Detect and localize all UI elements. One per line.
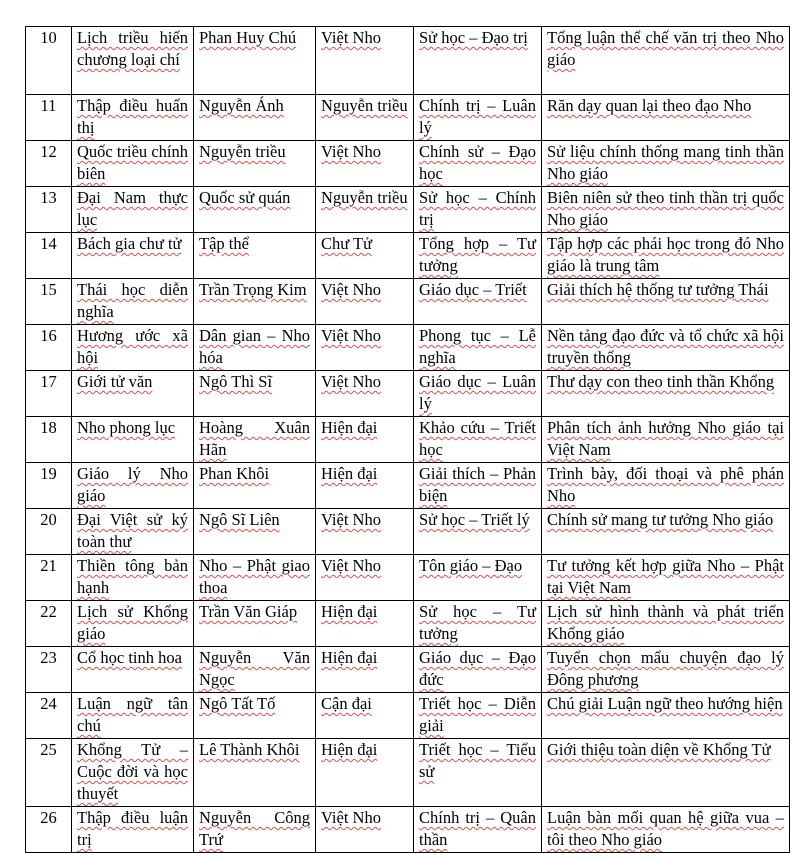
row-number: 20	[26, 509, 72, 555]
work-field: Giáo dục – Đạo đức	[414, 647, 542, 693]
work-title: Thập điều luận trị	[72, 807, 194, 853]
work-field: Giáo dục – Luân lý	[414, 371, 542, 417]
work-content: Biên niên sử theo tinh thần trị quốc Nho giáo	[542, 187, 790, 233]
work-content: Trình bày, đối thoại và phê phán Nho	[542, 463, 790, 509]
table-row	[26, 233, 790, 279]
work-school: Việt Nho	[316, 555, 414, 601]
work-field: Giải thích – Phản biện	[414, 463, 542, 509]
work-field: Sử học – Tư tưởng	[414, 601, 542, 647]
work-title: Hương ước xã hội	[72, 325, 194, 371]
row-number: 13	[26, 187, 72, 233]
work-title: Giới tử văn	[72, 371, 194, 417]
work-author: Ngô Sĩ Liên	[194, 509, 316, 555]
work-author: Nguyễn triều	[194, 141, 316, 187]
work-content: Tuyển chọn mẩu chuyện đạo lý Đông phương	[542, 647, 790, 693]
work-author: Trần Văn Giáp	[194, 601, 316, 647]
work-title: Thái học diễn nghĩa	[72, 279, 194, 325]
work-field: Tôn giáo – Đạo	[414, 555, 542, 601]
work-content: Sử liệu chính thống mang tinh thần Nho giáo	[542, 141, 790, 187]
work-school: Cận đại	[316, 693, 414, 739]
work-content: Chính sử mang tư tưởng Nho giáo	[542, 509, 790, 555]
row-number: 18	[26, 417, 72, 463]
work-author: Tập thể	[194, 233, 316, 279]
work-title: Quốc triều chính biên	[72, 141, 194, 187]
document-page	[25, 26, 789, 853]
work-title: Nho phong lục	[72, 417, 194, 463]
row-number: 17	[26, 371, 72, 417]
work-title: Đại Nam thực lục	[72, 187, 194, 233]
work-field: Chính sử – Đạo học	[414, 141, 542, 187]
work-author: Hoàng Xuân Hãn	[194, 417, 316, 463]
row-number: 10	[26, 27, 72, 95]
work-school: Hiện đại	[316, 739, 414, 807]
work-title: Khổng Tử – Cuộc đời và học thuyết	[72, 739, 194, 807]
work-school: Việt Nho	[316, 807, 414, 853]
work-author: Ngô Tất Tố	[194, 693, 316, 739]
work-author: Dân gian – Nho hóa	[194, 325, 316, 371]
table-row	[26, 371, 790, 417]
work-title: Bách gia chư tử	[72, 233, 194, 279]
work-school: Nguyễn triều	[316, 95, 414, 141]
work-field: Triết học – Diễn giải	[414, 693, 542, 739]
work-author: Quốc sử quán	[194, 187, 316, 233]
work-title: Thập điều huấn thị	[72, 95, 194, 141]
work-content: Phân tích ảnh hưởng Nho giáo tại Việt Nam	[542, 417, 790, 463]
work-author: Nguyễn Công Trứ	[194, 807, 316, 853]
work-content: Chú giải Luận ngữ theo hướng hiện	[542, 693, 790, 739]
table-row	[26, 693, 790, 739]
work-field: Phong tục – Lễ nghĩa	[414, 325, 542, 371]
work-content: Giải thích hệ thống tư tưởng Thái	[542, 279, 790, 325]
work-content: Nền tảng đạo đức và tổ chức xã hội truyền thống	[542, 325, 790, 371]
work-author: Trần Trọng Kim	[194, 279, 316, 325]
work-title: Giáo lý Nho giáo	[72, 463, 194, 509]
row-number: 19	[26, 463, 72, 509]
row-number: 22	[26, 601, 72, 647]
row-number: 12	[26, 141, 72, 187]
work-author: Nho – Phật giao thoa	[194, 555, 316, 601]
work-content: Tư tưởng kết hợp giữa Nho – Phật tại Việt Nam	[542, 555, 790, 601]
table-row	[26, 279, 790, 325]
row-number: 14	[26, 233, 72, 279]
row-number: 26	[26, 807, 72, 853]
work-school: Hiện đại	[316, 463, 414, 509]
work-content: Lịch sử hình thành và phát triển Khổng giáo	[542, 601, 790, 647]
work-content: Tổng luận thể chế văn trị theo Nho giáo	[542, 27, 790, 95]
row-number: 15	[26, 279, 72, 325]
work-author: Ngô Thì Sĩ	[194, 371, 316, 417]
work-title: Lịch triều hiến chương loại chí	[72, 27, 194, 95]
work-title: Đại Việt sử ký toàn thư	[72, 509, 194, 555]
work-title: Cổ học tinh hoa	[72, 647, 194, 693]
works-table	[25, 26, 790, 853]
row-number: 25	[26, 739, 72, 807]
row-number: 21	[26, 555, 72, 601]
work-content: Luận bàn mối quan hệ giữa vua – tôi theo Nho giáo	[542, 807, 790, 853]
work-field: Chính trị – Luân lý	[414, 95, 542, 141]
work-school: Chư Tử	[316, 233, 414, 279]
work-title: Luận ngữ tân chú	[72, 693, 194, 739]
table-row	[26, 807, 790, 853]
work-content: Giới thiệu toàn diện về Khổng Tử	[542, 739, 790, 807]
work-field: Sử học – Triết lý	[414, 509, 542, 555]
row-number: 11	[26, 95, 72, 141]
work-school: Việt Nho	[316, 27, 414, 95]
work-field: Tổng hợp – Tư tưởng	[414, 233, 542, 279]
table-row	[26, 187, 790, 233]
table-row	[26, 463, 790, 509]
work-field: Giáo dục – Triết	[414, 279, 542, 325]
work-content: Thư dạy con theo tinh thần Khổng	[542, 371, 790, 417]
work-school: Việt Nho	[316, 325, 414, 371]
work-school: Hiện đại	[316, 601, 414, 647]
work-school: Hiện đại	[316, 417, 414, 463]
table-row	[26, 95, 790, 141]
table-row	[26, 509, 790, 555]
work-field: Khảo cứu – Triết học	[414, 417, 542, 463]
work-author: Phan Huy Chú	[194, 27, 316, 95]
work-field: Triết học – Tiểu sử	[414, 739, 542, 807]
work-author: Nguyễn Văn Ngọc	[194, 647, 316, 693]
table-row	[26, 601, 790, 647]
work-field: Chính trị – Quân thần	[414, 807, 542, 853]
work-field: Sử học – Chính trị	[414, 187, 542, 233]
work-school: Việt Nho	[316, 509, 414, 555]
table-row	[26, 555, 790, 601]
work-content: Tập hợp các phái học trong đó Nho giáo là trung tâm	[542, 233, 790, 279]
row-number: 24	[26, 693, 72, 739]
work-title: Thiền tông bản hạnh	[72, 555, 194, 601]
row-number: 16	[26, 325, 72, 371]
work-content: Răn dạy quan lại theo đạo Nho	[542, 95, 790, 141]
works-table-body	[26, 27, 790, 853]
table-row	[26, 647, 790, 693]
work-school: Việt Nho	[316, 141, 414, 187]
table-row	[26, 739, 790, 807]
row-number: 23	[26, 647, 72, 693]
table-row	[26, 141, 790, 187]
work-author: Nguyễn Ánh	[194, 95, 316, 141]
work-author: Lê Thành Khôi	[194, 739, 316, 807]
work-school: Nguyễn triều	[316, 187, 414, 233]
work-school: Việt Nho	[316, 279, 414, 325]
work-author: Phan Khôi	[194, 463, 316, 509]
work-title: Lịch sử Khổng giáo	[72, 601, 194, 647]
work-school: Hiện đại	[316, 647, 414, 693]
work-school: Việt Nho	[316, 371, 414, 417]
table-row	[26, 325, 790, 371]
work-field: Sử học – Đạo trị	[414, 27, 542, 95]
table-row	[26, 417, 790, 463]
table-row	[26, 27, 790, 95]
